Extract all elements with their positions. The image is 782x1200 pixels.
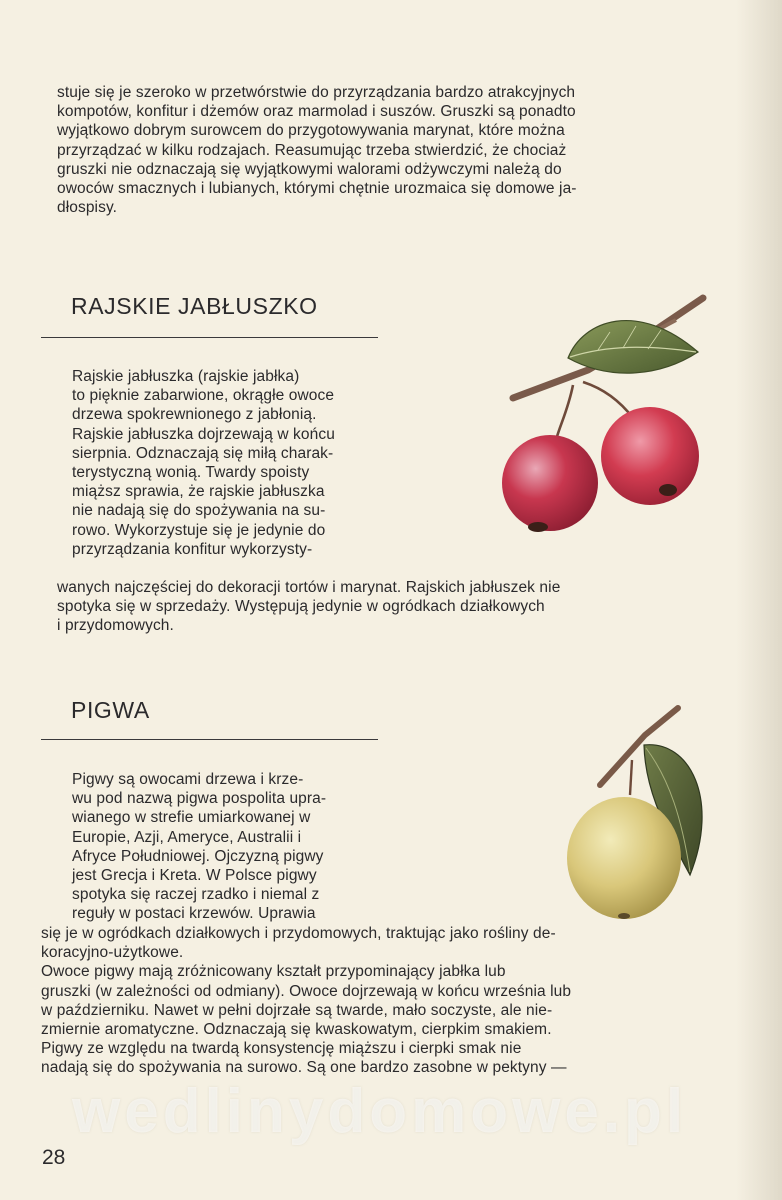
page-gutter-shadow <box>736 0 782 1200</box>
heading-rajskie-jabluszko: RAJSKIE JABŁUSZKO <box>71 293 318 319</box>
crabapple-illustration <box>498 290 718 540</box>
rajskie-paragraph-full: wanych najczęściej do dekoracji tortów i marynat. Rajskich jabłuszek nie spotyka się w sprzedaży. Występują jedynie w ogródkach działkowych i przydomowych. <box>57 579 561 635</box>
heading-pigwa: PIGWA <box>71 697 150 723</box>
intro-paragraph: stuje się je szeroko w przetwórstwie do przyrządzania bardzo atrakcyjnych kompotów, konfitur i dżemów oraz marmolad i suszów. Gruszki są ponadto wyjątkowo dobrym surowcem do przygotowywania marynat, które można przyrządzać w kilku rodzajach. Reasumując trzeba stwierdzić, że chociaż gruszki nie odznaczają się wyjątkowymi walorami odżywczymi należą do owoców smacznych i lubianych, którymi chętnie urozmaica się domowe ja- dłospisy. <box>57 84 577 217</box>
pigwa-paragraph-narrow: Pigwy są owocami drzewa i krze- wu pod nazwą pigwa pospolita upra- wianego w strefie umiarkowanej w Europie, Azji, Ameryce, Australii i Afryce Południowej. Ojczyzną pigwy jest Grecja i Kreta. W Polsce pigwy spotyka się raczej rzadko i niemal z reguły w postaci krzewów. Uprawia <box>72 771 327 923</box>
rajskie-paragraph-narrow: Rajskie jabłuszka (rajskie jabłka) to pięknie zabarwione, okrągłe owoce drzewa spokrewnionego z jabłonią. Rajskie jabłuszka dojrzewają w końcu sierpnia. Odznaczają się miłą charak- terystyczną wonią. Twardy spoisty miąższ sprawia, że rajskie jabłuszka nie nadają się do spożywania na su- rowo. Wykorzystuje się je jedynie do przyrządzania konfitur wykorzysty- <box>72 368 335 558</box>
quince-illustration <box>560 700 720 925</box>
pigwa-paragraph-full: się je w ogródkach działkowych i przydomowych, traktując jako rośliny de- koracyjno-użytkowe. Owoce pigwy mają zróżnicowany kształt przypominający jabłka lub gruszki (w zależności od odmiany). Owoce dojrzewają w końcu września lub w październiku. Nawet w pełni dojrzałe są twarde, mało soczyste, ale nie- zmiernie aromatyczne. Odznaczają się kwaskowatym, cierpkim smakiem. Pigwy ze względu na twardą konsystencję miąższu i cierpki smak nie nadają się do spożywania na surowo. Są one bardzo zasobne w pektyny — <box>41 925 572 1077</box>
heading-underline <box>41 337 378 338</box>
page-number: 28 <box>42 1146 66 1169</box>
watermark: wedlinydomowe.pl <box>72 1077 688 1146</box>
heading-underline <box>41 739 378 740</box>
